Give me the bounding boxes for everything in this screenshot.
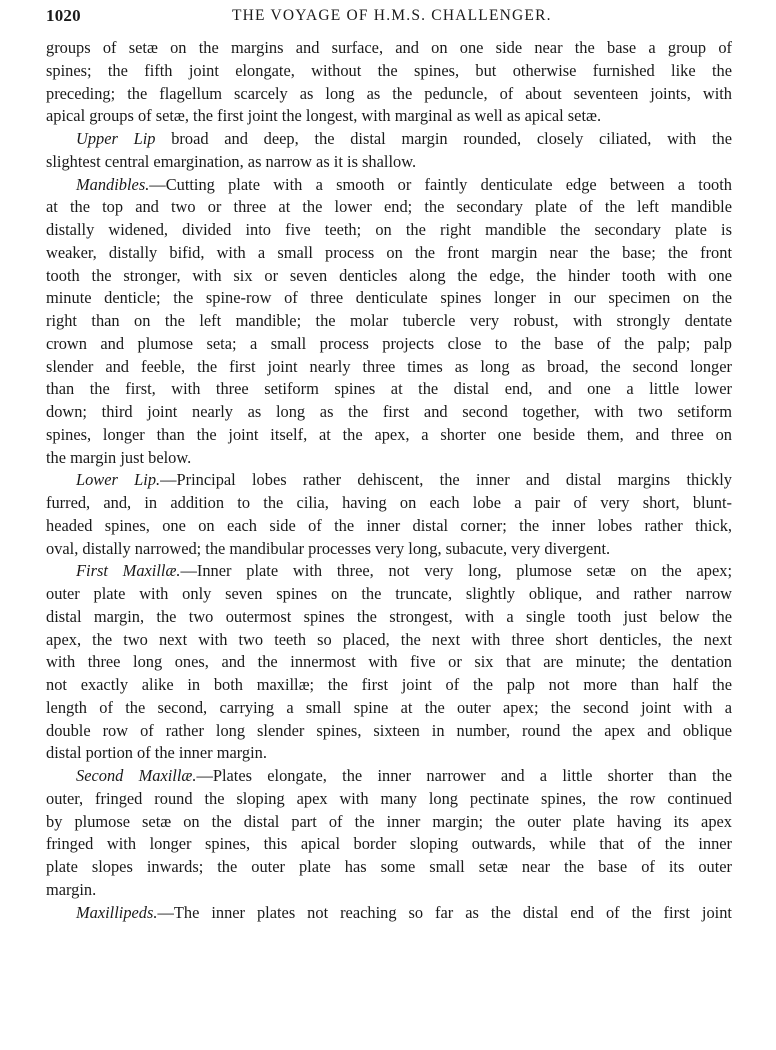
text-line: spines, longer than the joint itself, at the apex, a shorter one beside them, and three on: [46, 424, 732, 444]
text-line: distally widened, divided into five teeth; on the right mandible the secondary plate is: [46, 220, 732, 239]
text-run: —Principal lobes rather dehiscent, the inner and distal margins thickly: [160, 470, 732, 490]
text-run: —The inner plates not reaching so far as the distal end of the first joint: [157, 902, 732, 922]
text-line: furred, and, in addition to the cilia, having on each lobe a pair of very short, blunt-: [46, 493, 732, 512]
section-heading-upper-lip: Upper Lip: [76, 129, 156, 148]
paragraph-second-maxillae: [46, 765, 732, 902]
paragraph-upper-lip: [46, 128, 732, 174]
text-line: distal portion of the inner margin.: [46, 743, 267, 763]
text-line: [46, 560, 732, 583]
text-line: minute denticle; the spine-row of three denticulate spines longer in our specimen on the: [46, 288, 732, 308]
text-run: —Cutting plate with a smooth or faintly denticulate edge between a tooth: [149, 174, 732, 194]
text-line: plate slopes inwards; the outer plate has some small setæ near the base of its outer: [46, 857, 732, 876]
text-line: preceding; the flagellum scarcely as long as the peduncle, of about seventeen joints, with: [46, 83, 732, 103]
text-line: [46, 469, 732, 492]
paragraph-mandibles: [46, 174, 732, 470]
text-line: down; third joint nearly as long as the first and second together, with two setiform: [46, 402, 732, 421]
text-line: slender and feeble, the first joint nearly three times as long as broad, the second longer: [46, 356, 732, 376]
text-line: the margin just below.: [46, 447, 192, 467]
text-line: double row of rather long slender spines, sixteen in number, round the apex and oblique: [46, 720, 732, 740]
text-line: oval, distally narrowed; the mandibular processes very long, subacute, very divergent.: [46, 538, 611, 558]
text-line: headed spines, one on each side of the inner distal corner; the inner lobes rather thick,: [46, 515, 732, 535]
text-run: —Inner plate with three, not very long, plumose setæ on the apex;: [180, 561, 732, 581]
text-line: apical groups of setæ, the first joint the longest, with marginal as well as apical setæ.: [46, 106, 602, 126]
text-line: tooth the stronger, with six or seven denticles along the edge, the hinder tooth with one: [46, 265, 732, 285]
text-line: spines; the fifth joint elongate, without the spines, but otherwise furnished like the: [46, 60, 732, 80]
text-line: with three long ones, and the innermost with five or six that are minute; the dentation: [46, 652, 732, 672]
section-heading-mandibles: Mandibles.: [76, 174, 150, 194]
text-run: —Plates elongate, the inner narrower and a little shorter than the: [196, 766, 733, 785]
running-title: THE VOYAGE OF H.M.S. CHALLENGER.: [232, 7, 552, 24]
text-line: distal margin, the two outermost spines the strongest, with a single tooth just below the: [46, 606, 732, 626]
text-line: length of the second, carrying a small spine at the outer apex; the second joint with a: [46, 697, 732, 717]
text-run: broad and deep, the distal margin rounded, closely ciliated, with the: [155, 129, 732, 148]
section-heading-second-maxillae: Second Maxillæ.: [76, 766, 197, 785]
text-line: than the first, with three setiform spines at the distal end, and one a little lower: [46, 379, 732, 399]
text-line: at the top and two or three at the lower end; the secondary plate of the left mandible: [46, 197, 732, 217]
text-line: outer plate with only seven spines on the truncate, slightly oblique, and rather narrow: [46, 584, 732, 603]
section-heading-lower-lip: Lower Lip.: [76, 470, 161, 490]
paragraph-lower-lip: [46, 469, 732, 560]
text-line: [46, 174, 732, 197]
text-line: fringed with longer spines, this apical border sloping outwards, while that of the inner: [46, 834, 732, 854]
text-line: margin.: [46, 879, 97, 899]
text-line: crown and plumose seta; a small process projects close to the base of the palp; palp: [46, 333, 732, 353]
running-header: [46, 2, 732, 26]
text-line: outer, fringed round the sloping apex with many long pectinate spines, the row continued: [46, 788, 732, 808]
body-text: [46, 37, 732, 924]
text-line: [46, 902, 732, 925]
paragraph-first-maxillae: [46, 560, 732, 765]
text-line: not exactly alike in both maxillæ; the first joint of the palp not more than half the: [46, 675, 732, 694]
text-line: slightest central emargination, as narrow as it is shallow.: [46, 151, 417, 171]
text-line: right than on the left mandible; the molar tubercle very robust, with strongly dentate: [46, 311, 732, 330]
text-line: [46, 765, 732, 788]
page-number: 1020: [46, 6, 81, 25]
text-line: by plumose setæ on the distal part of the inner margin; the outer plate having its apex: [46, 811, 732, 831]
section-heading-first-maxillae: First Maxillæ.: [76, 561, 181, 581]
section-heading-maxillipeds: Maxillipeds.: [76, 902, 158, 922]
text-line: [46, 128, 732, 151]
text-line: groups of setæ on the margins and surface, and on one side near the base a group of: [46, 38, 732, 57]
text-line: weaker, distally bifid, with a small process on the front margin near the base; the front: [46, 242, 732, 262]
paragraph-maxillipeds: [46, 902, 732, 925]
text-line: apex, the two next with two teeth so placed, the next with three short denticles, the next: [46, 629, 732, 649]
paragraph-continuation: [46, 37, 732, 128]
